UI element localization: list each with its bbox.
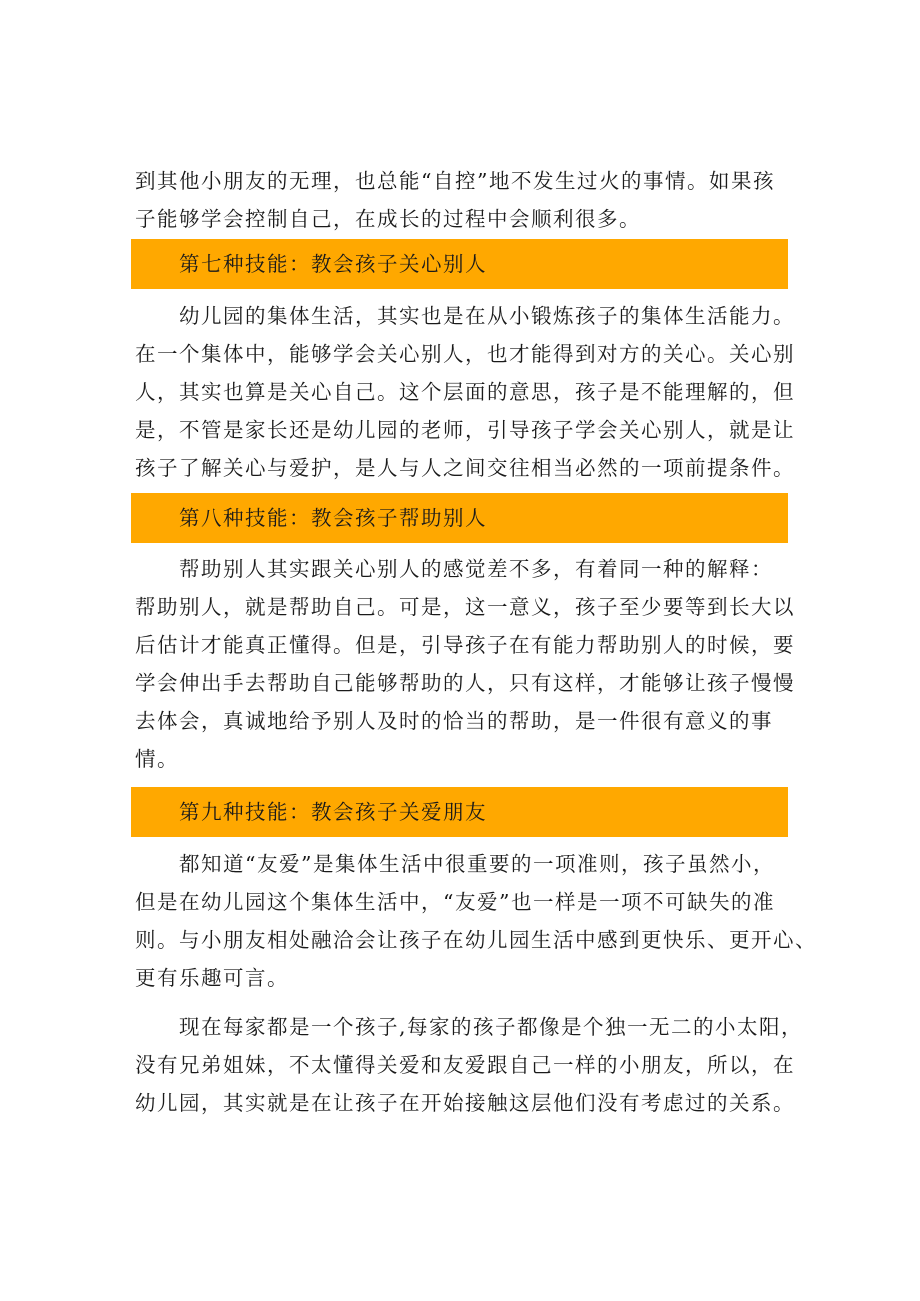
text-line: 情。: [135, 747, 179, 771]
text-line: 帮助别人，就是帮助自己。可是，这一意义，孩子至少要等到长大以: [135, 595, 795, 619]
section-7-paragraph: [135, 297, 795, 487]
section-heading-7: 第七种技能：教会孩子关心别人: [131, 239, 788, 289]
section-heading-8: 第八种技能：教会孩子帮助别人: [131, 493, 788, 543]
text-line: 则。与小朋友相处融洽会让孩子在幼儿园生活中感到更快乐、更开心、: [135, 928, 817, 952]
text-line: 孩子了解关心与爱护，是人与人之间交往相当必然的一项前提条件。: [135, 456, 795, 480]
section-8-paragraph: [135, 550, 795, 778]
section-heading-9: 第九种技能：教会孩子关爱朋友: [131, 787, 788, 837]
text-line: 帮助别人其实跟关心别人的感觉差不多，有着同一种的解释：: [179, 557, 773, 581]
intro-paragraph: [135, 162, 790, 238]
text-line: 去体会，真诚地给予别人及时的恰当的帮助，是一件很有意义的事: [135, 709, 773, 733]
text-line: 没有兄弟姐妹，不太懂得关爱和友爱跟自己一样的小朋友，所以，在: [135, 1053, 795, 1077]
text-line: 现在每家都是一个孩子,每家的孩子都像是个独一无二的小太阳，: [179, 1015, 804, 1039]
section-9-paragraph: [135, 845, 817, 997]
text-line: 但是在幼儿园这个集体生活中，“友爱”也一样是一项不可缺失的准: [135, 890, 775, 914]
section-9-paragraph-2: [135, 1008, 804, 1122]
text-line: 学会伸出手去帮助自己能够帮助的人，只有这样，才能够让孩子慢慢: [135, 671, 795, 695]
text-line: 都知道“友爱”是集体生活中很重要的一项准则，孩子虽然小，: [179, 852, 775, 876]
text-line: 幼儿园的集体生活，其实也是在从小锻炼孩子的集体生活能力。: [179, 304, 795, 328]
text-line: 是，不管是家长还是幼儿园的老师，引导孩子学会关心别人，就是让: [135, 418, 795, 442]
text-line: 子能够学会控制自己，在成长的过程中会顺利很多。: [135, 207, 641, 231]
text-line: 更有乐趣可言。: [135, 966, 289, 990]
text-line: 在一个集体中，能够学会关心别人，也才能得到对方的关心。关心别: [135, 342, 795, 366]
text-line: 后估计才能真正懂得。但是，引导孩子在有能力帮助别人的时候，要: [135, 633, 795, 657]
text-line: 到其他小朋友的无理，也总能“自控”地不发生过火的事情。如果孩: [135, 169, 775, 193]
text-line: 人，其实也算是关心自己。这个层面的意思，孩子是不能理解的，但: [135, 380, 795, 404]
text-line: 幼儿园，其实就是在让孩子在开始接触这层他们没有考虑过的关系。: [135, 1091, 795, 1115]
